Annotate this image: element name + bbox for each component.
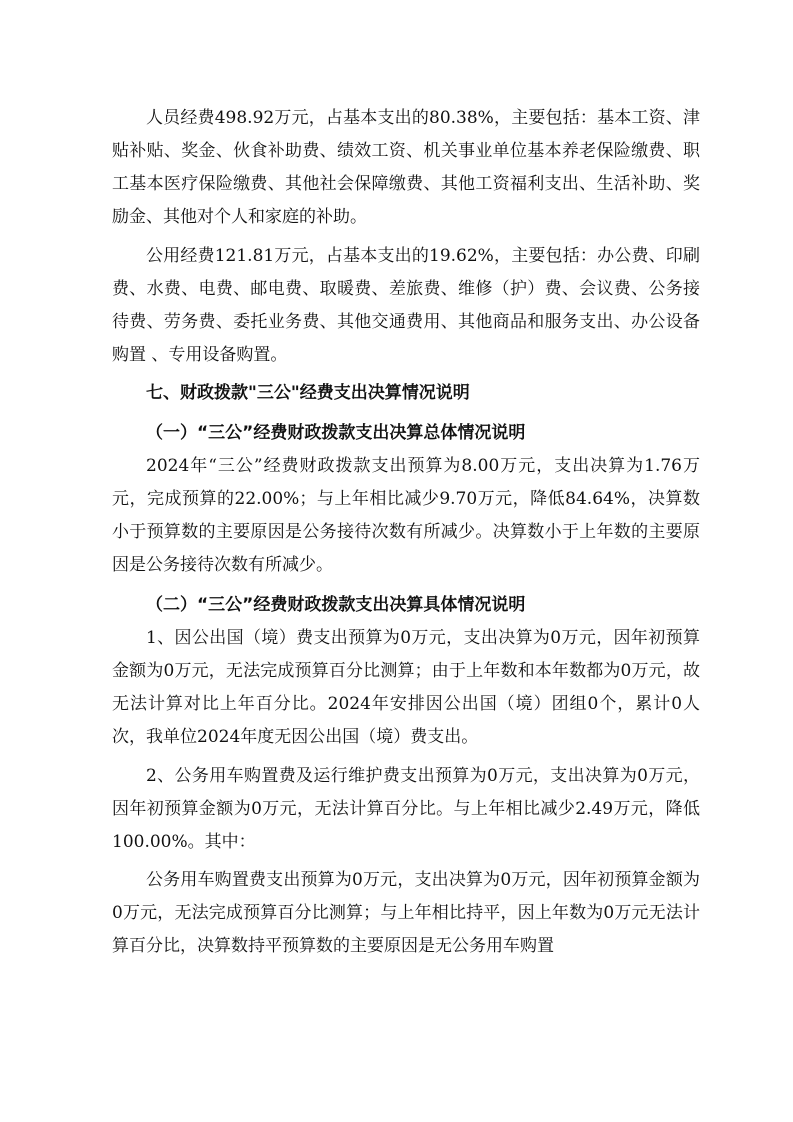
subheading-specific: （二）“三公”经费财政拨款支出决算具体情况说明 [146, 595, 526, 615]
paragraph-vehicle-purchase: 公务用车购置费支出预算为0万元，支出决算为0万元，因年初预算金额为0万元，无法完成预算百分比测算；与上年相比持平，因上年数为0万元无法计算百分比，决算数持平预算数的主要原因是无公务用车购置 [112, 870, 700, 956]
paragraph-personnel-expenses: 人员经费498.92万元，占基本支出的80.38%，主要包括：基本工资、津贴补贴、奖金、伙食补助费、绩效工资、机关事业单位基本养老保险缴费、职工基本医疗保险缴费、其他社会保障缴费、其他工资福利支出、生活补助、奖励金、其他对个人和家庭的补助。 [112, 108, 700, 227]
paragraph-public-expenses: 公用经费121.81万元，占基本支出的19.62%，主要包括：办公费、印刷费、水费、电费、邮电费、取暖费、差旅费、维修（护）费、会议费、公务接待费、劳务费、委托业务费、其他交通费用、其他商品和服务支出、办公设备购置 、专用设备购置。 [112, 246, 700, 365]
paragraph-overseas-travel: 1、因公出国（境）费支出预算为0万元，支出决算为0万元，因年初预算金额为0万元，无法完成预算百分比测算；由于上年数和本年数都为0万元，故无法计算对比上年百分比。2024年安排因公出国（境）团组0个，累计0人次，我单位2024年度无因公出国（境）费支出。 [112, 628, 700, 747]
section-heading-seven: 七、财政拨款"三公"经费支出决算情况说明 [146, 383, 470, 403]
paragraph-overall-detail: 2024年“三公”经费财政拨款支出预算为8.00万元，支出决算为1.76万元，完成预算的22.00%；与上年相比减少9.70万元，降低84.64%，决算数小于预算数的主要原因是公务接待次数有所减少。决算数小于上年数的主要原因是公务接待次数有所减少。 [112, 456, 700, 575]
paragraph-official-vehicles: 2、公务用车购置费及运行维护费支出预算为0万元，支出决算为0万元，因年初预算金额为0万元，无法计算百分比。与上年相比减少2.49万元，降低100.00%。其中： [112, 766, 700, 852]
subheading-overall: （一）“三公”经费财政拨款支出决算总体情况说明 [146, 423, 526, 443]
